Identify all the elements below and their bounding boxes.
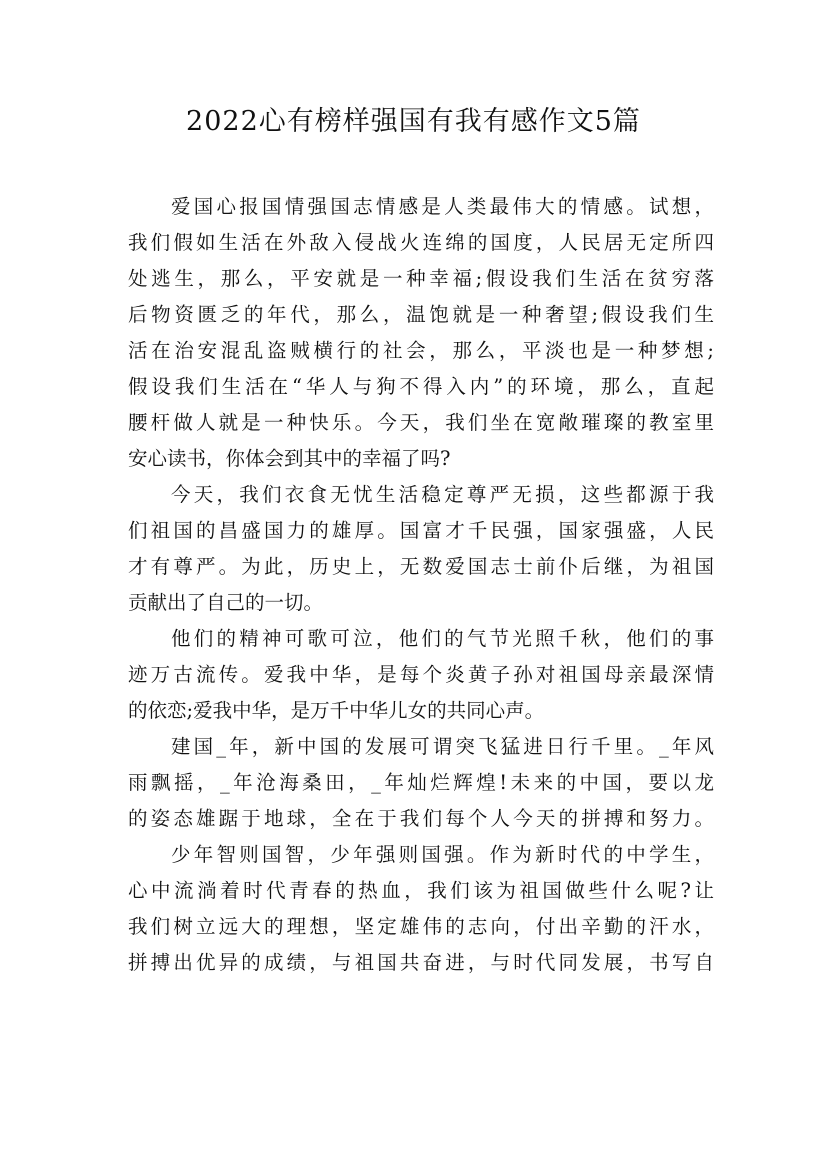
text-line: 的姿态雄踞于地球，全在于我们每个人今天的拼搏和努力。 <box>128 807 714 830</box>
text-line: 建国_年，新中国的发展可谓突飞猛进日行千里。_年风 <box>171 735 714 758</box>
text-line: 活在治安混乱盗贼横行的社会，那么，平淡也是一种梦想; <box>128 339 714 362</box>
document-body <box>128 189 714 981</box>
text-line: 今天，我们衣食无忧生活稳定尊严无损，这些都源于我 <box>171 483 714 506</box>
text-line: 我们树立远大的理想，坚定雄伟的志向，付出辛勤的汗水， <box>128 915 714 938</box>
text-line: 腰杆做人就是一种快乐。今天，我们坐在宽敞璀璨的教室里 <box>128 411 714 434</box>
text-line: 拼搏出优异的成绩，与祖国共奋进，与时代同发展，书写自 <box>128 951 714 974</box>
text-line: 少年智则国智，少年强则国强。作为新时代的中学生， <box>171 843 714 866</box>
text-line: 我们假如生活在外敌入侵战火连绵的国度，人民居无定所四 <box>128 231 714 254</box>
text-line: 的依恋;爱我中华，是万千中华儿女的共同心声。 <box>128 699 545 722</box>
text-line: 迹万古流传。爱我中华，是每个炎黄子孙对祖国母亲最深情 <box>128 663 714 686</box>
text-line: 处逃生，那么，平安就是一种幸福;假设我们生活在贫穷落 <box>128 267 714 290</box>
text-line: 他们的精神可歌可泣，他们的气节光照千秋，他们的事 <box>171 627 714 650</box>
text-line: 后物资匮乏的年代，那么，温饱就是一种奢望;假设我们生 <box>128 303 714 326</box>
text-line: 才有尊严。为此，历史上，无数爱国志士前仆后继，为祖国 <box>128 555 714 578</box>
text-line: 贡献出了自己的一切。 <box>128 591 324 614</box>
text-line: 爱国心报国情强国志情感是人类最伟大的情感。试想， <box>171 195 714 218</box>
text-line: 安心读书，你体会到其中的幸福了吗? <box>128 447 451 470</box>
text-line: 心中流淌着时代青春的热血，我们该为祖国做些什么呢?让 <box>128 879 714 902</box>
text-line: 雨飘摇，_年沧海桑田，_年灿烂辉煌!未来的中国，要以龙 <box>128 771 714 794</box>
text-line: 们祖国的昌盛国力的雄厚。国富才千民强，国家强盛，人民 <box>128 519 714 542</box>
text-line: 假设我们生活在“华人与狗不得入内”的环境，那么，直起 <box>128 375 714 398</box>
document-title: 2022心有榜样强国有我有感作文5篇 <box>186 106 641 137</box>
